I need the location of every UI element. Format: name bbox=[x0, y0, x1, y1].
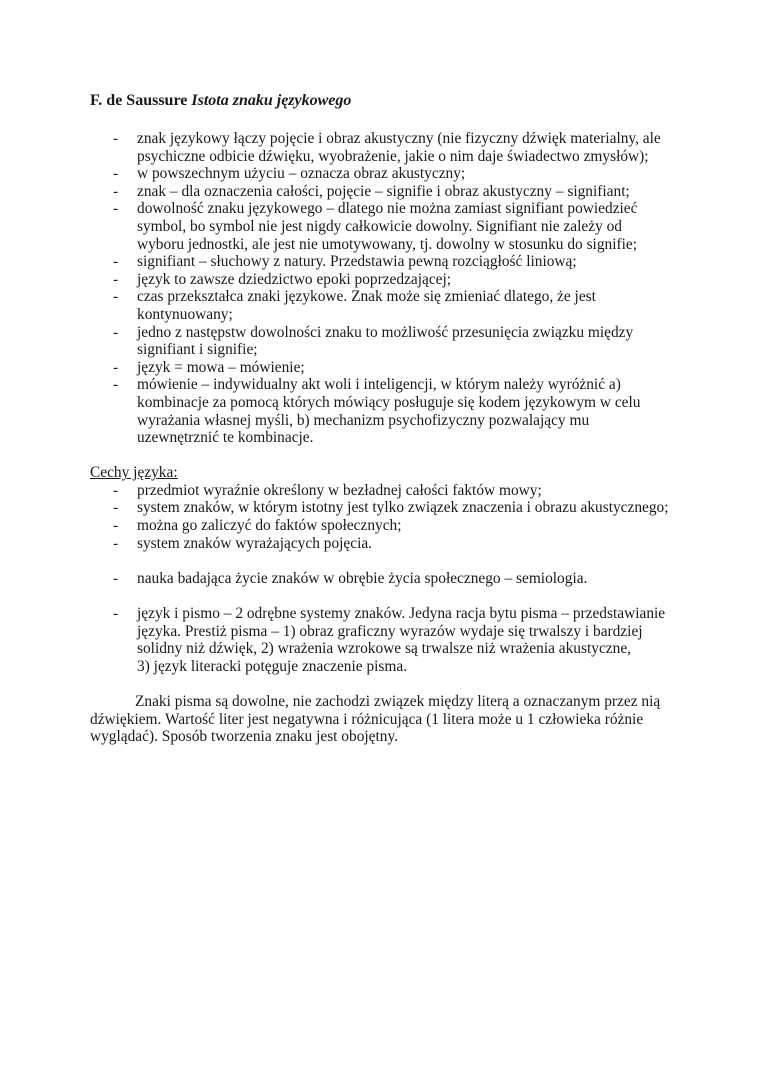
paragraph-line: wyglądać). Sposób tworzenia znaku jest obojętny. bbox=[90, 728, 399, 746]
list-item-line: - system znaków, w którym istotny jest tylko związek znaczenia i obrazu akustycznego; bbox=[137, 499, 669, 517]
title-author: F. de Saussure bbox=[90, 92, 188, 109]
list-item bbox=[90, 200, 680, 253]
list-item bbox=[90, 482, 680, 500]
section-heading: Cechy języka: bbox=[90, 464, 178, 482]
list-item-line: wyrażania własnej myśli, b) mechanizm psychofizyczny pozwalający mu bbox=[137, 411, 590, 429]
spacer bbox=[90, 447, 680, 465]
list-item-line: - system znaków wyrażających pojęcia. bbox=[137, 534, 373, 552]
list-item-line: wyboru jednostki, ale jest nie umotywowany, tj. dowolny w stosunku do signifie; bbox=[137, 235, 638, 253]
list-item-line: - w powszechnym użyciu – oznacza obraz akustyczny; bbox=[137, 165, 466, 183]
list-item bbox=[90, 130, 680, 165]
list-item bbox=[90, 359, 680, 377]
list-item bbox=[90, 183, 680, 201]
paragraph-line: dźwiękiem. Wartość liter jest negatywna i różnicująca (1 litera może u 1 człowieka różnie bbox=[90, 710, 644, 728]
title-work: Istota znaku językowego bbox=[191, 92, 352, 109]
list-item bbox=[90, 517, 680, 535]
list-item-line: - można go zaliczyć do faktów społecznych; bbox=[137, 517, 402, 535]
document-title bbox=[90, 92, 680, 110]
list-item-line: kontynuowany; bbox=[137, 305, 233, 323]
closing-paragraph bbox=[90, 693, 680, 746]
list-item bbox=[90, 499, 680, 517]
list-item-line: - dowolność znaku językowego – dlatego nie można zamiast signifiant powiedzieć bbox=[137, 200, 638, 218]
list-item bbox=[90, 570, 680, 588]
writing-list bbox=[90, 605, 680, 675]
list-item-line: - język i pismo – 2 odrębne systemy znaków. Jedyna racja bytu pisma – przedstawianie bbox=[137, 605, 666, 623]
list-item bbox=[90, 376, 680, 446]
list-item-line: signifiant i signifie; bbox=[137, 341, 258, 359]
spacer bbox=[90, 675, 680, 693]
document-page bbox=[90, 92, 680, 746]
list-item-line: - język = mowa – mówienie; bbox=[137, 358, 305, 376]
list-item-line: uzewnętrznić te kombinacje. bbox=[137, 429, 314, 447]
list-item-line: kombinacje za pomocą których mówiący posługuje się kodem językowym w celu bbox=[137, 393, 641, 411]
list-item-line: - znak – dla oznaczenia całości, pojęcie – signifie i obraz akustyczny – signifiant; bbox=[137, 182, 630, 200]
list-item bbox=[90, 288, 680, 323]
list-item-line: - czas przekształca znaki językowe. Znak może się zmieniać dlatego, że jest bbox=[137, 288, 596, 306]
list-item-line: - przedmiot wyraźnie określony w bezładnej całości faktów mowy; bbox=[137, 481, 542, 499]
list-item-line: solidny niż dźwięk, 2) wrażenia wzrokowe są trwalsze niż wrażenia akustyczne, bbox=[137, 640, 632, 658]
list-item-line: - jedno z następstw dowolności znaku to możliwość przesunięcia związku między bbox=[137, 323, 634, 341]
list-item-line: symbol, bo symbol nie jest nigdy całkowicie dowolny. Signifiant nie zależy od bbox=[137, 217, 623, 235]
list-item bbox=[90, 324, 680, 359]
list-item bbox=[90, 271, 680, 289]
semiology-list bbox=[90, 570, 680, 588]
spacer bbox=[90, 587, 680, 605]
main-points-list bbox=[90, 130, 680, 447]
list-item-line: - mówienie – indywidualny akt woli i inteligencji, w którym należy wyróżnić a) bbox=[137, 376, 621, 394]
list-item bbox=[90, 165, 680, 183]
list-item-line: - nauka badająca życie znaków w obrębie życia społecznego – semiologia. bbox=[137, 569, 588, 587]
spacer bbox=[90, 552, 680, 570]
paragraph-line: Znaki pisma są dowolne, nie zachodzi związek między literą a oznaczanym przez nią bbox=[135, 693, 661, 710]
list-item-line: - język to zawsze dziedzictwo epoki poprzedzającej; bbox=[137, 270, 452, 288]
features-list bbox=[90, 482, 680, 552]
list-item-line: - znak językowy łączy pojęcie i obraz akustyczny (nie fizyczny dźwięk materialny, ale bbox=[137, 130, 661, 147]
list-item-line: psychiczne odbicie dźwięku, wyobrażenie, jakie o nim daje świadectwo zmysłów); bbox=[137, 147, 649, 165]
list-item-line: języka. Prestiż pisma – 1) obraz graficzny wyrazów wydaje się trwalszy i bardziej bbox=[137, 622, 643, 640]
list-item bbox=[90, 605, 680, 675]
list-item bbox=[90, 535, 680, 553]
list-item-line: 3) język literacki potęguje znaczenie pisma. bbox=[137, 657, 408, 675]
list-item-line: - signifiant – słuchowy z natury. Przedstawia pewną rozciągłość liniową; bbox=[137, 253, 577, 271]
list-item bbox=[90, 253, 680, 271]
